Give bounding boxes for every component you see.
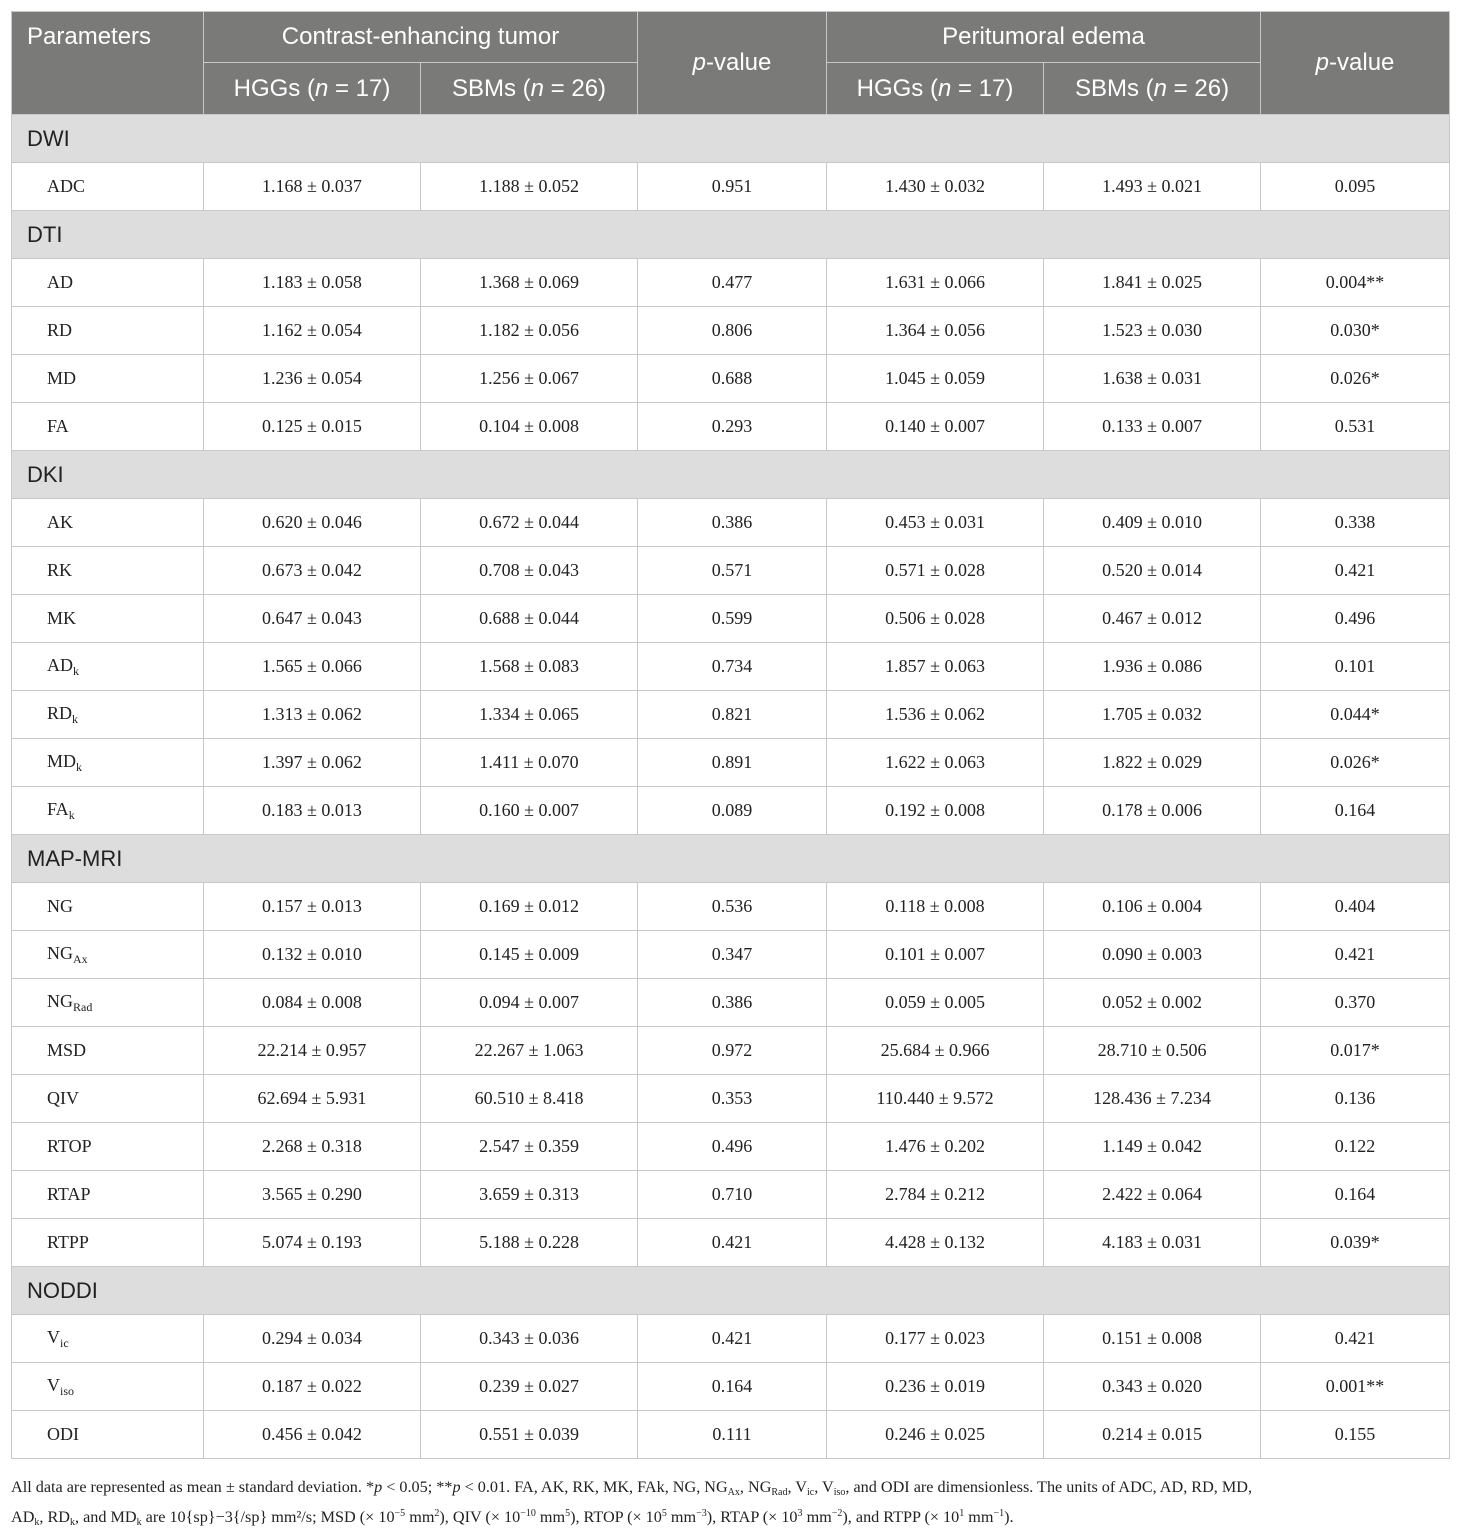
cell-cet-sbms: 0.708 ± 0.043: [421, 547, 638, 595]
cell-pe-hggs: 25.684 ± 0.966: [827, 1027, 1044, 1075]
table-row: [12, 691, 1450, 739]
cell-cet-sbms: 22.267 ± 1.063: [421, 1027, 638, 1075]
cell-cet-hggs: 0.620 ± 0.046: [204, 499, 421, 547]
cell-cet-sbms: 0.688 ± 0.044: [421, 595, 638, 643]
cell-parameter: $V_{iso}$: [12, 1363, 204, 1411]
table-row: [12, 1363, 1450, 1411]
cell-pe-p-value: 0.421: [1261, 931, 1450, 979]
cell-parameter: MK: [12, 595, 204, 643]
cell-cet-hggs: 0.157 ± 0.013: [204, 883, 421, 931]
header-parameters: Parameters: [12, 12, 204, 115]
cell-cet-hggs: 0.647 ± 0.043: [204, 595, 421, 643]
cell-pe-hggs: 1.430 ± 0.032: [827, 163, 1044, 211]
cell-pe-p-value: 0.004**: [1261, 259, 1450, 307]
group-row: [12, 211, 1450, 259]
cell-pe-sbms: 1.841 ± 0.025: [1044, 259, 1261, 307]
cell-pe-hggs: 4.428 ± 0.132: [827, 1219, 1044, 1267]
cell-cet-hggs: 1.162 ± 0.054: [204, 307, 421, 355]
cell-parameter: $V_{ic}$: [12, 1315, 204, 1363]
group-row: [12, 115, 1450, 163]
cell-parameter: $NG_{Ax}$: [12, 931, 204, 979]
cell-cet-p-value: 0.111: [638, 1411, 827, 1459]
group-label: DKI: [12, 451, 1450, 499]
cell-cet-p-value: 0.421: [638, 1315, 827, 1363]
cell-parameter: MSD: [12, 1027, 204, 1075]
cell-pe-p-value: 0.001**: [1261, 1363, 1450, 1411]
cell-parameter: FA: [12, 403, 204, 451]
table-row: [12, 931, 1450, 979]
table-header: [12, 12, 1450, 115]
cell-cet-p-value: 0.891: [638, 739, 827, 787]
cell-pe-sbms: 0.151 ± 0.008: [1044, 1315, 1261, 1363]
table-row: [12, 499, 1450, 547]
table-row: [12, 883, 1450, 931]
cell-pe-p-value: 0.122: [1261, 1123, 1450, 1171]
cell-pe-sbms: 4.183 ± 0.031: [1044, 1219, 1261, 1267]
cell-parameter: $AD_k$: [12, 643, 204, 691]
cell-pe-sbms: 1.523 ± 0.030: [1044, 307, 1261, 355]
cell-cet-hggs: 0.132 ± 0.010: [204, 931, 421, 979]
cell-pe-sbms: 0.133 ± 0.007: [1044, 403, 1261, 451]
cell-pe-p-value: 0.155: [1261, 1411, 1450, 1459]
cell-cet-p-value: 0.821: [638, 691, 827, 739]
cell-parameter: ADC: [12, 163, 204, 211]
cell-pe-hggs: 1.857 ± 0.063: [827, 643, 1044, 691]
cell-pe-p-value: 0.136: [1261, 1075, 1450, 1123]
table-row: [12, 1123, 1450, 1171]
header-p-value-pe: p-value: [1261, 12, 1450, 115]
cell-cet-sbms: 1.188 ± 0.052: [421, 163, 638, 211]
cell-cet-hggs: 1.168 ± 0.037: [204, 163, 421, 211]
cell-cet-hggs: 22.214 ± 0.957: [204, 1027, 421, 1075]
cell-pe-p-value: 0.404: [1261, 883, 1450, 931]
cell-parameter: ODI: [12, 1411, 204, 1459]
cell-pe-sbms: 1.822 ± 0.029: [1044, 739, 1261, 787]
cell-pe-hggs: 1.622 ± 0.063: [827, 739, 1044, 787]
cell-cet-p-value: 0.353: [638, 1075, 827, 1123]
cell-pe-p-value: 0.017*: [1261, 1027, 1450, 1075]
cell-pe-hggs: 0.506 ± 0.028: [827, 595, 1044, 643]
cell-cet-sbms: 3.659 ± 0.313: [421, 1171, 638, 1219]
cell-pe-p-value: 0.026*: [1261, 355, 1450, 403]
cell-cet-sbms: 5.188 ± 0.228: [421, 1219, 638, 1267]
cell-pe-hggs: 0.177 ± 0.023: [827, 1315, 1044, 1363]
cell-pe-p-value: 0.531: [1261, 403, 1450, 451]
cell-pe-hggs: 0.101 ± 0.007: [827, 931, 1044, 979]
cell-cet-hggs: 0.673 ± 0.042: [204, 547, 421, 595]
cell-pe-p-value: 0.338: [1261, 499, 1450, 547]
cell-cet-p-value: 0.599: [638, 595, 827, 643]
cell-cet-sbms: 1.256 ± 0.067: [421, 355, 638, 403]
cell-cet-sbms: 1.334 ± 0.065: [421, 691, 638, 739]
cell-pe-p-value: 0.421: [1261, 547, 1450, 595]
cell-cet-sbms: 0.094 ± 0.007: [421, 979, 638, 1027]
cell-parameter: RD: [12, 307, 204, 355]
cell-cet-hggs: 5.074 ± 0.193: [204, 1219, 421, 1267]
cell-cet-sbms: 60.510 ± 8.418: [421, 1075, 638, 1123]
cell-pe-sbms: 0.052 ± 0.002: [1044, 979, 1261, 1027]
table-row: [12, 787, 1450, 835]
cell-pe-p-value: 0.030*: [1261, 307, 1450, 355]
cell-pe-hggs: 0.246 ± 0.025: [827, 1411, 1044, 1459]
cell-cet-sbms: 0.145 ± 0.009: [421, 931, 638, 979]
cell-pe-hggs: 0.236 ± 0.019: [827, 1363, 1044, 1411]
cell-parameter: MD: [12, 355, 204, 403]
cell-pe-sbms: 28.710 ± 0.506: [1044, 1027, 1261, 1075]
cell-pe-p-value: 0.370: [1261, 979, 1450, 1027]
cell-pe-sbms: 0.178 ± 0.006: [1044, 787, 1261, 835]
cell-pe-hggs: 1.364 ± 0.056: [827, 307, 1044, 355]
cell-pe-hggs: 0.453 ± 0.031: [827, 499, 1044, 547]
cell-pe-hggs: 1.536 ± 0.062: [827, 691, 1044, 739]
header-pe-sbms: SBMs (n = 26): [1044, 63, 1261, 115]
cell-cet-sbms: 0.551 ± 0.039: [421, 1411, 638, 1459]
cell-parameter: NG: [12, 883, 204, 931]
cell-parameter: RTOP: [12, 1123, 204, 1171]
header-pe-hggs: HGGs (n = 17): [827, 63, 1044, 115]
cell-cet-p-value: 0.496: [638, 1123, 827, 1171]
table-row: [12, 595, 1450, 643]
table-row: [12, 979, 1450, 1027]
cell-pe-sbms: 0.409 ± 0.010: [1044, 499, 1261, 547]
cell-cet-p-value: 0.089: [638, 787, 827, 835]
cell-pe-sbms: 0.214 ± 0.015: [1044, 1411, 1261, 1459]
cell-cet-p-value: 0.710: [638, 1171, 827, 1219]
cell-pe-p-value: 0.421: [1261, 1315, 1450, 1363]
cell-pe-sbms: 0.343 ± 0.020: [1044, 1363, 1261, 1411]
cell-cet-hggs: 0.183 ± 0.013: [204, 787, 421, 835]
cell-parameter: RK: [12, 547, 204, 595]
cell-cet-hggs: 1.313 ± 0.062: [204, 691, 421, 739]
cell-parameter: $NG_{Rad}$: [12, 979, 204, 1027]
cell-cet-sbms: 0.239 ± 0.027: [421, 1363, 638, 1411]
cell-parameter: QIV: [12, 1075, 204, 1123]
group-row: [12, 835, 1450, 883]
table-row: [12, 355, 1450, 403]
cell-cet-sbms: 0.343 ± 0.036: [421, 1315, 638, 1363]
cell-pe-sbms: 0.520 ± 0.014: [1044, 547, 1261, 595]
cell-cet-sbms: 1.568 ± 0.083: [421, 643, 638, 691]
cell-pe-sbms: 0.467 ± 0.012: [1044, 595, 1261, 643]
table-row: [12, 547, 1450, 595]
cell-pe-p-value: 0.164: [1261, 1171, 1450, 1219]
table-row: [12, 1075, 1450, 1123]
cell-cet-sbms: 0.104 ± 0.008: [421, 403, 638, 451]
cell-cet-hggs: 1.183 ± 0.058: [204, 259, 421, 307]
cell-cet-hggs: 1.565 ± 0.066: [204, 643, 421, 691]
cell-cet-hggs: 0.084 ± 0.008: [204, 979, 421, 1027]
cell-pe-p-value: 0.496: [1261, 595, 1450, 643]
cell-pe-hggs: 0.192 ± 0.008: [827, 787, 1044, 835]
cell-cet-sbms: 0.160 ± 0.007: [421, 787, 638, 835]
cell-pe-sbms: 1.638 ± 0.031: [1044, 355, 1261, 403]
cell-pe-p-value: 0.039*: [1261, 1219, 1450, 1267]
cell-cet-hggs: 1.236 ± 0.054: [204, 355, 421, 403]
group-label: DTI: [12, 211, 1450, 259]
cell-cet-p-value: 0.571: [638, 547, 827, 595]
table-body: [12, 115, 1450, 1459]
cell-pe-sbms: 1.936 ± 0.086: [1044, 643, 1261, 691]
cell-cet-p-value: 0.164: [638, 1363, 827, 1411]
table-row: [12, 403, 1450, 451]
cell-cet-hggs: 62.694 ± 5.931: [204, 1075, 421, 1123]
group-label: MAP-MRI: [12, 835, 1450, 883]
cell-pe-p-value: 0.164: [1261, 787, 1450, 835]
cell-cet-hggs: 3.565 ± 0.290: [204, 1171, 421, 1219]
cell-pe-sbms: 128.436 ± 7.234: [1044, 1075, 1261, 1123]
cell-cet-p-value: 0.477: [638, 259, 827, 307]
cell-pe-sbms: 1.493 ± 0.021: [1044, 163, 1261, 211]
parameters-table: [11, 11, 1450, 1459]
cell-cet-hggs: 0.294 ± 0.034: [204, 1315, 421, 1363]
table-row: [12, 259, 1450, 307]
cell-cet-p-value: 0.386: [638, 979, 827, 1027]
cell-pe-hggs: 1.631 ± 0.066: [827, 259, 1044, 307]
cell-cet-hggs: 2.268 ± 0.318: [204, 1123, 421, 1171]
table-row: [12, 1315, 1450, 1363]
cell-cet-sbms: 2.547 ± 0.359: [421, 1123, 638, 1171]
cell-pe-sbms: 1.705 ± 0.032: [1044, 691, 1261, 739]
cell-cet-p-value: 0.421: [638, 1219, 827, 1267]
cell-parameter: $FA_k$: [12, 787, 204, 835]
cell-cet-p-value: 0.951: [638, 163, 827, 211]
group-label: NODDI: [12, 1267, 1450, 1315]
cell-cet-p-value: 0.972: [638, 1027, 827, 1075]
table-footnote: All data are represented as mean ± standard deviation. *p < 0.05; **p < 0.01. FA, AK, RK, MK, FAk, NG, $NG_{Ax}$, $NG_{Rad}$, $V_{ic}$, $V_{iso}$, and ODI are dimensionless. The units of ADC, AD, RD, MD, $AD_k$, $RD_k$, and $MD_k$ are 10{sp}−3{/sp} mm²/s; MSD (× $10^{-5}$ $mm^2$), QIV (× $10^{-10}$ $mm^5$), RTOP (× $10^5$ $mm^{-3}$), RTAP (× $10^3$ $mm^{-2}$), and RTPP (× $10^1$ $mm^{-1}$).: [11, 1478, 1252, 1528]
cell-pe-hggs: 110.440 ± 9.572: [827, 1075, 1044, 1123]
cell-cet-p-value: 0.347: [638, 931, 827, 979]
cell-cet-sbms: 1.182 ± 0.056: [421, 307, 638, 355]
cell-cet-sbms: 0.672 ± 0.044: [421, 499, 638, 547]
cell-pe-hggs: 2.784 ± 0.212: [827, 1171, 1044, 1219]
cell-cet-p-value: 0.734: [638, 643, 827, 691]
cell-cet-p-value: 0.293: [638, 403, 827, 451]
cell-parameter: RTAP: [12, 1171, 204, 1219]
header-cet-hggs: HGGs (n = 17): [204, 63, 421, 115]
cell-pe-sbms: 2.422 ± 0.064: [1044, 1171, 1261, 1219]
cell-parameter: $MD_k$: [12, 739, 204, 787]
cell-pe-hggs: 1.045 ± 0.059: [827, 355, 1044, 403]
cell-pe-p-value: 0.044*: [1261, 691, 1450, 739]
cell-pe-hggs: 0.059 ± 0.005: [827, 979, 1044, 1027]
cell-cet-hggs: 0.456 ± 0.042: [204, 1411, 421, 1459]
table-row: [12, 739, 1450, 787]
cell-parameter: RTPP: [12, 1219, 204, 1267]
table-row: [12, 163, 1450, 211]
table-row: [12, 307, 1450, 355]
cell-cet-sbms: 1.411 ± 0.070: [421, 739, 638, 787]
cell-cet-sbms: 1.368 ± 0.069: [421, 259, 638, 307]
cell-pe-sbms: 0.090 ± 0.003: [1044, 931, 1261, 979]
cell-pe-p-value: 0.026*: [1261, 739, 1450, 787]
cell-pe-p-value: 0.095: [1261, 163, 1450, 211]
group-row: [12, 451, 1450, 499]
cell-pe-sbms: 1.149 ± 0.042: [1044, 1123, 1261, 1171]
table-row: [12, 1219, 1450, 1267]
header-p-value-cet: p-value: [638, 12, 827, 115]
table-row: [12, 643, 1450, 691]
cell-cet-p-value: 0.688: [638, 355, 827, 403]
cell-cet-p-value: 0.536: [638, 883, 827, 931]
header-contrast-enhancing-tumor: Contrast-enhancing tumor: [204, 12, 638, 63]
cell-cet-p-value: 0.386: [638, 499, 827, 547]
cell-pe-hggs: 0.140 ± 0.007: [827, 403, 1044, 451]
cell-pe-p-value: 0.101: [1261, 643, 1450, 691]
cell-pe-hggs: 0.118 ± 0.008: [827, 883, 1044, 931]
cell-cet-hggs: 0.125 ± 0.015: [204, 403, 421, 451]
table-row: [12, 1027, 1450, 1075]
header-cet-sbms: SBMs (n = 26): [421, 63, 638, 115]
cell-parameter: AK: [12, 499, 204, 547]
cell-cet-hggs: 1.397 ± 0.062: [204, 739, 421, 787]
cell-cet-p-value: 0.806: [638, 307, 827, 355]
header-peritumoral-edema: Peritumoral edema: [827, 12, 1261, 63]
cell-pe-hggs: 0.571 ± 0.028: [827, 547, 1044, 595]
cell-cet-hggs: 0.187 ± 0.022: [204, 1363, 421, 1411]
table-row: [12, 1171, 1450, 1219]
group-label: DWI: [12, 115, 1450, 163]
cell-parameter: $RD_k$: [12, 691, 204, 739]
cell-parameter: AD: [12, 259, 204, 307]
cell-cet-sbms: 0.169 ± 0.012: [421, 883, 638, 931]
cell-pe-sbms: 0.106 ± 0.004: [1044, 883, 1261, 931]
cell-pe-hggs: 1.476 ± 0.202: [827, 1123, 1044, 1171]
group-row: [12, 1267, 1450, 1315]
table-row: [12, 1411, 1450, 1459]
